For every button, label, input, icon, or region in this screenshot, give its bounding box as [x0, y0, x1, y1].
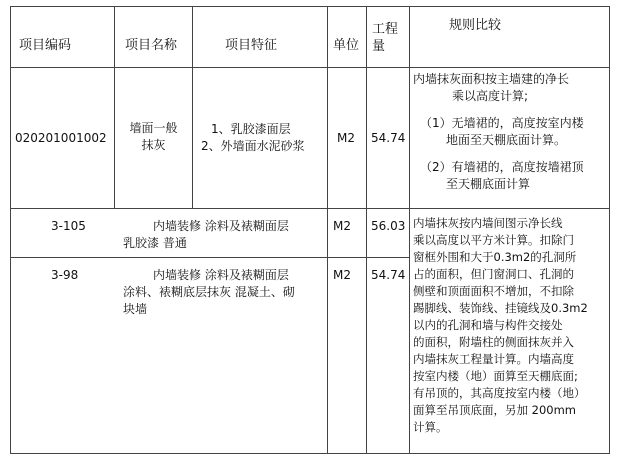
row3-code: 3-98 [51, 268, 79, 282]
row2-code: 3-105 [51, 219, 86, 233]
merged-rule-line: 内墙抹灰工程量计算。内墙高度 [413, 352, 574, 366]
row3-quantity: 54.74 [371, 268, 406, 282]
row3-description-line2: 涂料、裱糊底层抹灰 混凝土、砌 [123, 285, 295, 299]
row3-unit: M2 [333, 268, 351, 282]
merged-rule-line: 乘以高度以平方米计算。扣除门 [413, 233, 574, 247]
header-feature: 项目特征 [225, 38, 278, 53]
row1-name-line2: 抹灰 [141, 138, 166, 152]
merged-rule-line: 踢脚线、装饰线、挂镜线及0.3m2 [413, 301, 588, 315]
row1-feature-line1: 1、乳胶漆面层 [211, 122, 291, 136]
header-quantity-line1: 工程 [372, 22, 399, 37]
cost-comparison-table [10, 6, 610, 454]
header-name: 项目名称 [125, 38, 178, 53]
row1-unit: M2 [337, 131, 355, 145]
row1-rule-line5: （2）有墙裙的，高度按墙裙顶 [420, 160, 584, 174]
merged-rule-line: 窗框外围和大于0.3m2的孔洞所 [413, 250, 577, 264]
row1-quantity: 54.74 [371, 131, 406, 145]
merged-rule-line: 以内的孔洞和墙与构件交接处 [413, 318, 563, 332]
row1-bottom-rule [11, 208, 609, 209]
header-quantity [372, 21, 398, 55]
row1-rule-line6: 至天棚底面计算 [446, 177, 531, 191]
merged-rule-line: 内墙抹灰按内墙间图示净长线 [413, 216, 563, 230]
row1-feature-line2: 2、外墙面水泥砂浆 [201, 139, 305, 153]
merged-rule-line: 按室内楼（地）面算至天棚底面; [413, 369, 578, 383]
merged-rule-line: 侧壁和顶面面积不增加，不扣除 [413, 284, 574, 298]
row1-rule-line3: （1）无墙裙的，高度按室内楼 [420, 116, 584, 130]
row1-rule [410, 71, 609, 193]
header-quantity-line2: 量 [372, 39, 386, 54]
row2-description [123, 218, 289, 252]
col-divider-4 [366, 7, 367, 453]
row3-description-line3: 块墙 [123, 302, 148, 316]
header-rule: 规则比较 [449, 18, 502, 33]
header-unit: 单位 [333, 38, 360, 53]
row2-description-line1: 内墙装修 涂料及裱糊面层 [153, 219, 289, 233]
merged-rule-line: 面算至吊顶底面，另加 200mm [413, 403, 577, 417]
row1-rule-line4: 地面至天棚底面计算。 [446, 133, 567, 147]
col-divider-1 [114, 7, 115, 208]
row3-description-line1: 内墙装修 涂料及裱糊面层 [153, 268, 289, 282]
row1-rule-line1: 内墙抹灰面积按主墙建的净长 [413, 72, 570, 86]
col-divider-2 [192, 7, 193, 208]
merged-rule [413, 215, 609, 436]
row3-description [123, 267, 295, 318]
header-code: 项目编码 [19, 38, 72, 53]
row1-name-line1: 墙面一般 [129, 121, 178, 135]
merged-rule-line: 的面积，附墙柱的侧面抹灰并入 [413, 335, 574, 349]
row1-name [115, 120, 192, 154]
col-divider-3 [327, 7, 328, 453]
row1-rule-line2: 乘以高度计算; [452, 89, 529, 103]
row2-description-line2: 乳胶漆 普通 [123, 236, 187, 250]
row1-code: 020201001002 [15, 131, 107, 145]
merged-rule-line: 有吊顶的，其高度按室内楼（地） [413, 386, 586, 400]
header-bottom-rule [11, 67, 609, 68]
row2-unit: M2 [333, 219, 351, 233]
merged-rule-line: 占的面积，但门窗洞口、孔洞的 [413, 267, 574, 281]
row2-quantity: 56.03 [371, 219, 406, 233]
row2-bottom-rule [11, 257, 409, 258]
row1-feature [201, 121, 305, 155]
merged-rule-line: 计算。 [413, 420, 448, 434]
